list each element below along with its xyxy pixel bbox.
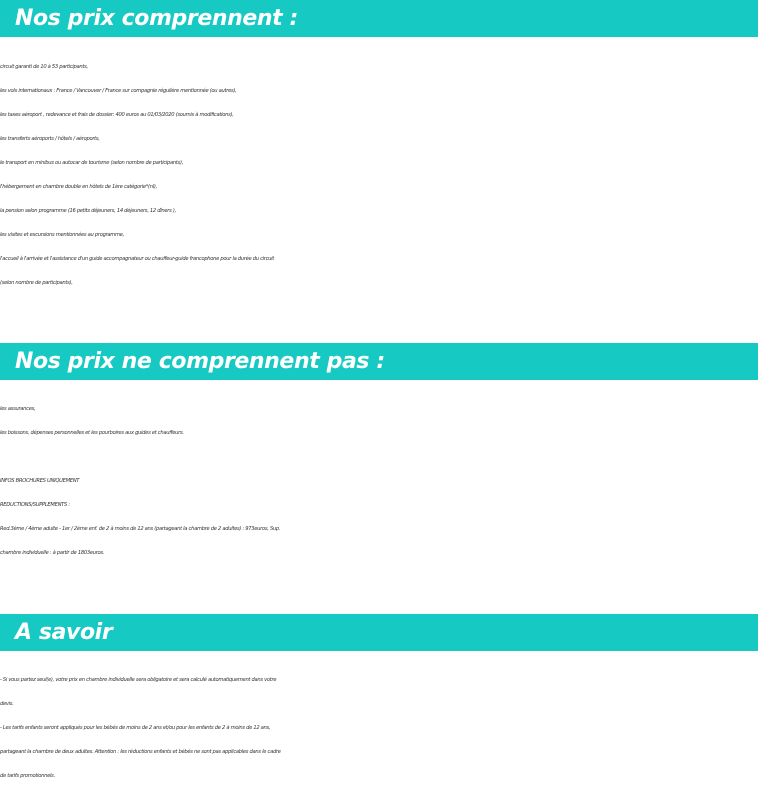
reductions-heading: REDUCTIONS/SUPPLEMENTS :	[0, 502, 70, 508]
not-included-line: les boissons, dépenses personnelles et les pourboires aux guides et chauffeurs.	[0, 430, 184, 436]
included-line: les visites et excursions mentionnées au programme,	[0, 232, 125, 238]
included-line: (selon nombre de participants),	[0, 280, 73, 286]
spacer	[0, 445, 758, 469]
section-body-not-included	[0, 397, 758, 565]
included-line: l'accueil à l'arrivée et l'assistance d'un guide accompagnateur ou chauffeur-guide francophone pour la durée du circuit	[0, 256, 275, 262]
section-header-a-savoir: A savoir	[0, 614, 758, 651]
included-line: les taxes aéroport , redevance et frais de dossier: 400 euros au 01/03/2020 (soumis à modifications),	[0, 112, 234, 118]
included-line: les transferts aéroports / hôtels / aéroports,	[0, 136, 100, 142]
section-body-included	[0, 55, 758, 295]
brochure-info-line: INFOS BROCHURES UNIQUEMENT	[0, 478, 80, 484]
section-header-included: Nos prix comprennent :	[0, 0, 758, 37]
included-line: circuit garanti de 10 à 53 participants,	[0, 64, 88, 70]
section-body-a-savoir	[0, 668, 758, 788]
included-line: les vols internationaux : France / Vancouver / France sur compagnie régulière mentionnée (ou autres),	[0, 88, 237, 94]
reductions-line: Red.3ème / 4ème adulte - 1er / 2ème enf. de 2 à moins de 12 ans (partageant la chambre de 2 adultes) : 973euros, Sup.	[0, 526, 281, 532]
a-savoir-line: devis.	[0, 701, 14, 707]
included-line: l'hébergement en chambre double en hôtels de 1ère catégorie*(nl),	[0, 184, 157, 190]
a-savoir-line: de tarifs promotionnels.	[0, 773, 55, 779]
a-savoir-line: - Si vous partez seul(e), votre prix en chambre individuelle sera obligatoire et sera calculé automatiquement dans votre	[0, 677, 277, 683]
included-line: le transport en minibus ou autocar de tourisme (selon nombre de participants),	[0, 160, 184, 166]
a-savoir-line: - Les tarifs enfants seront appliqués pour les bébés de moins de 2 ans et/ou pour les enfants de 2 à moins de 12 ans,	[0, 725, 271, 731]
included-line: la pension selon programme (16 petits déjeuners, 14 déjeuners, 12 dîners ),	[0, 208, 176, 214]
a-savoir-line: partageant la chambre de deux adultes. Attention : les réductions enfants et bébés ne sont pas applicables dans le cadre	[0, 749, 281, 755]
not-included-line: les assurances,	[0, 406, 36, 412]
reductions-line: chambre individuelle : à partir de 1803euros.	[0, 550, 105, 556]
section-header-not-included: Nos prix ne comprennent pas :	[0, 343, 758, 380]
